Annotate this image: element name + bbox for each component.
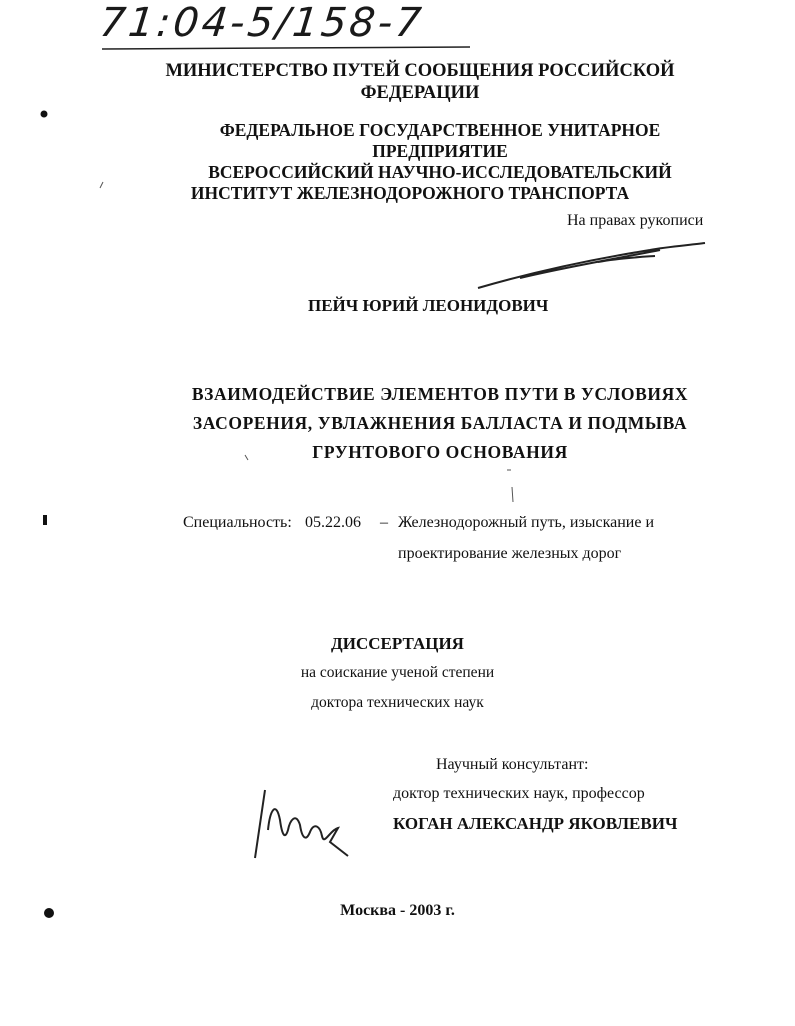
author-name: ПЕЙЧ ЮРИЙ ЛЕОНИДОВИЧ <box>308 296 549 315</box>
degree-line-2: доктора технических наук <box>311 694 484 711</box>
specialty-name-line-1: Железнодорожный путь, изыскание и <box>398 514 655 531</box>
advisor-label: Научный консультант: <box>436 756 589 773</box>
enterprise-line-3: ИНСТИТУТ ЖЕЛЕЗНОДОРОЖНОГО ТРАНСПОРТА <box>190 183 630 203</box>
title-line-2: ЗАСОРЕНИЯ, УВЛАЖНЕНИЯ БАЛЛАСТА И ПОДМЫВА <box>192 413 688 433</box>
title-line-3: ГРУНТОВОГО ОСНОВАНИЯ <box>312 442 568 462</box>
specialty-label: Специальность: <box>183 514 292 531</box>
enterprise-line-2: ВСЕРОССИЙСКИЙ НАУЧНО-ИССЛЕДОВАТЕЛЬСКИЙ <box>208 162 672 182</box>
scan-specks <box>100 182 513 502</box>
place-and-year: Москва - 2003 г. <box>340 902 455 919</box>
ministry-line-2: ФЕДЕРАЦИИ <box>360 83 480 103</box>
scan-mark <box>43 515 47 525</box>
ministry-line-1: МИНИСТЕРСТВО ПУТЕЙ СООБЩЕНИЯ РОССИЙСКОЙ <box>165 61 675 81</box>
number-underline <box>102 47 470 49</box>
scan-dot <box>41 111 48 118</box>
author-signature <box>478 243 705 288</box>
dissertation-heading: ДИССЕРТАЦИЯ <box>331 634 464 653</box>
archive-number: 71:04-5/158-7 <box>97 0 427 46</box>
advisor-title: доктор технических наук, профессор <box>393 785 645 802</box>
advisor-name: КОГАН АЛЕКСАНДР ЯКОВЛЕВИЧ <box>393 814 678 833</box>
specialty-name-line-2: проектирование железных дорог <box>398 545 622 562</box>
advisor-signature <box>255 790 348 858</box>
specialty-code: 05.22.06 <box>305 514 361 531</box>
specialty-dash: – <box>380 514 388 531</box>
enterprise-line-1: ФЕДЕРАЛЬНОЕ ГОСУДАРСТВЕННОЕ УНИТАРНОЕ ПРЕДПРИЯТИЕ <box>219 120 661 161</box>
title-line-1: ВЗАИМОДЕЙСТВИЕ ЭЛЕМЕНТОВ ПУТИ В УСЛОВИЯХ <box>191 384 689 404</box>
scan-dot <box>44 908 54 918</box>
degree-line-1: на соискание ученой степени <box>300 664 495 681</box>
rights-note: На правах рукописи <box>567 212 704 229</box>
